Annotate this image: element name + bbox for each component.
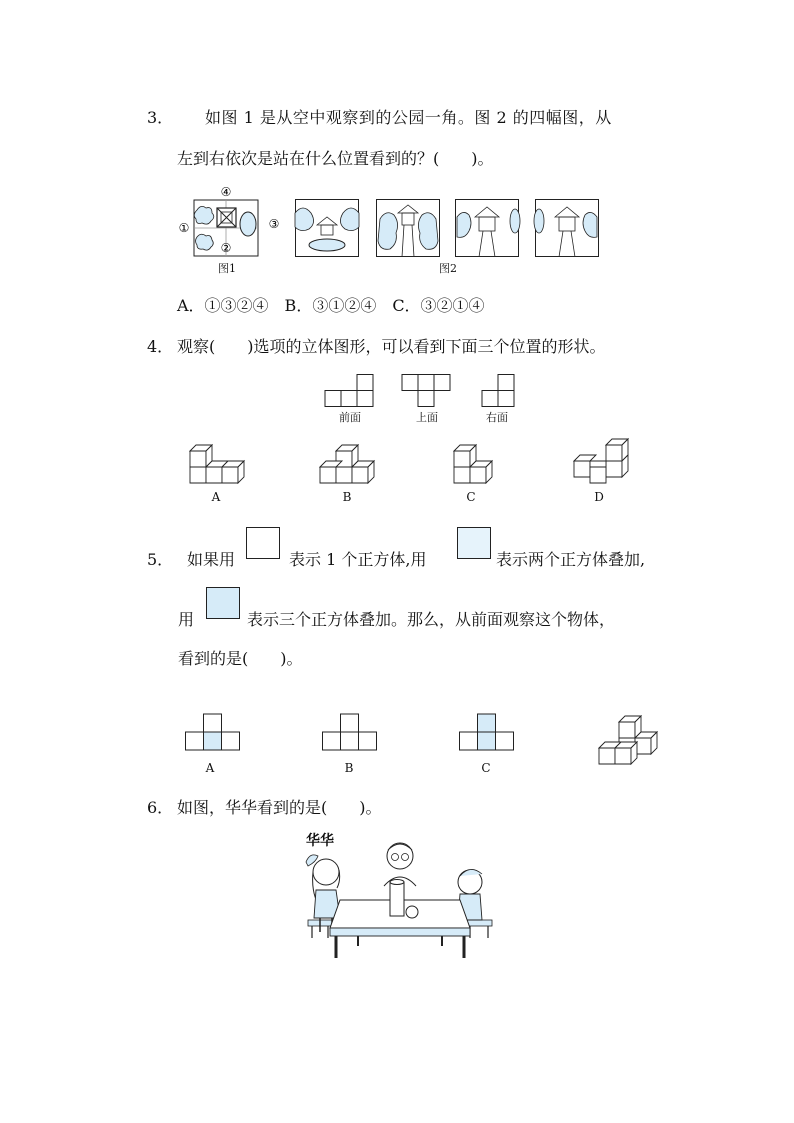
q4-front-view <box>323 374 375 408</box>
q4-option-a-label: A <box>211 490 221 504</box>
q5-object-3d <box>597 710 661 766</box>
triple-cube-symbol <box>206 587 240 619</box>
q4-option-b-label: B <box>342 490 352 504</box>
q6-scene-illustration <box>300 834 500 960</box>
q4-option-c-shape <box>450 437 516 485</box>
fig1-caption: 图1 <box>218 262 236 275</box>
q4-text: 观察( )选项的立体图形，可以看到下面三个位置的形状。 <box>177 337 606 356</box>
q5-line3: 看到的是( )。 <box>178 649 303 668</box>
q5-line2-a: 用 <box>178 610 195 629</box>
q4-top-view <box>400 374 452 408</box>
q5-option-b-label: B <box>344 761 354 775</box>
q3-options: A．①③②④ B．③①②④ C．③②①④ <box>177 296 485 315</box>
single-cube-symbol <box>246 527 280 559</box>
q4-option-c-label: C <box>466 490 476 504</box>
q4-option-b-shape <box>318 437 384 485</box>
q4-view-label-front: 前面 <box>339 411 361 424</box>
q3-number: 3． <box>147 108 174 127</box>
q4-option-d-shape <box>572 437 638 485</box>
marker-2: ② <box>220 241 232 255</box>
q4-option-a-shape <box>188 437 254 485</box>
q5-line1-c: 表示两个正方体叠加, <box>496 550 646 569</box>
q5-option-b-shape <box>322 713 378 751</box>
fig2-caption: 图2 <box>439 262 457 275</box>
q5-line1-a: 如果用 <box>187 550 236 569</box>
marker-3: ③ <box>268 217 280 231</box>
q5-number: 5． <box>147 550 174 569</box>
q3-figure2-view1 <box>295 199 359 257</box>
q3-figure2-view2 <box>376 199 440 257</box>
q6-text: 如图，华华看到的是( )。 <box>177 798 382 817</box>
q5-option-a-label: A <box>205 761 215 775</box>
q4-view-label-top: 上面 <box>416 411 438 424</box>
q3-line1: 如图 1 是从空中观察到的公园一角。图 2 的四幅图，从 <box>205 108 612 127</box>
huahua-name-label: 华华 <box>306 833 334 849</box>
q5-line2-b: 表示三个正方体叠加。那么，从前面观察这个物体， <box>247 610 616 629</box>
q3-figure2-view4 <box>535 199 599 257</box>
q5-line1-b: 表示 1 个正方体,用 <box>289 550 427 569</box>
marker-4: ④ <box>220 185 232 199</box>
q4-view-label-right: 右面 <box>486 411 508 424</box>
q5-option-c-label: C <box>481 761 491 775</box>
q4-number: 4． <box>147 337 174 356</box>
q6-number: 6． <box>147 798 174 817</box>
q5-option-a-shape <box>185 713 241 751</box>
q4-right-view <box>481 374 517 408</box>
double-cube-symbol <box>457 527 491 559</box>
marker-1: ① <box>178 221 190 235</box>
q3-line2: 左到右依次是站在什么位置看到的？( )。 <box>177 149 494 168</box>
q3-figure2-view3 <box>455 199 519 257</box>
q5-option-c-shape <box>459 713 515 751</box>
q4-option-d-label: D <box>594 490 604 504</box>
